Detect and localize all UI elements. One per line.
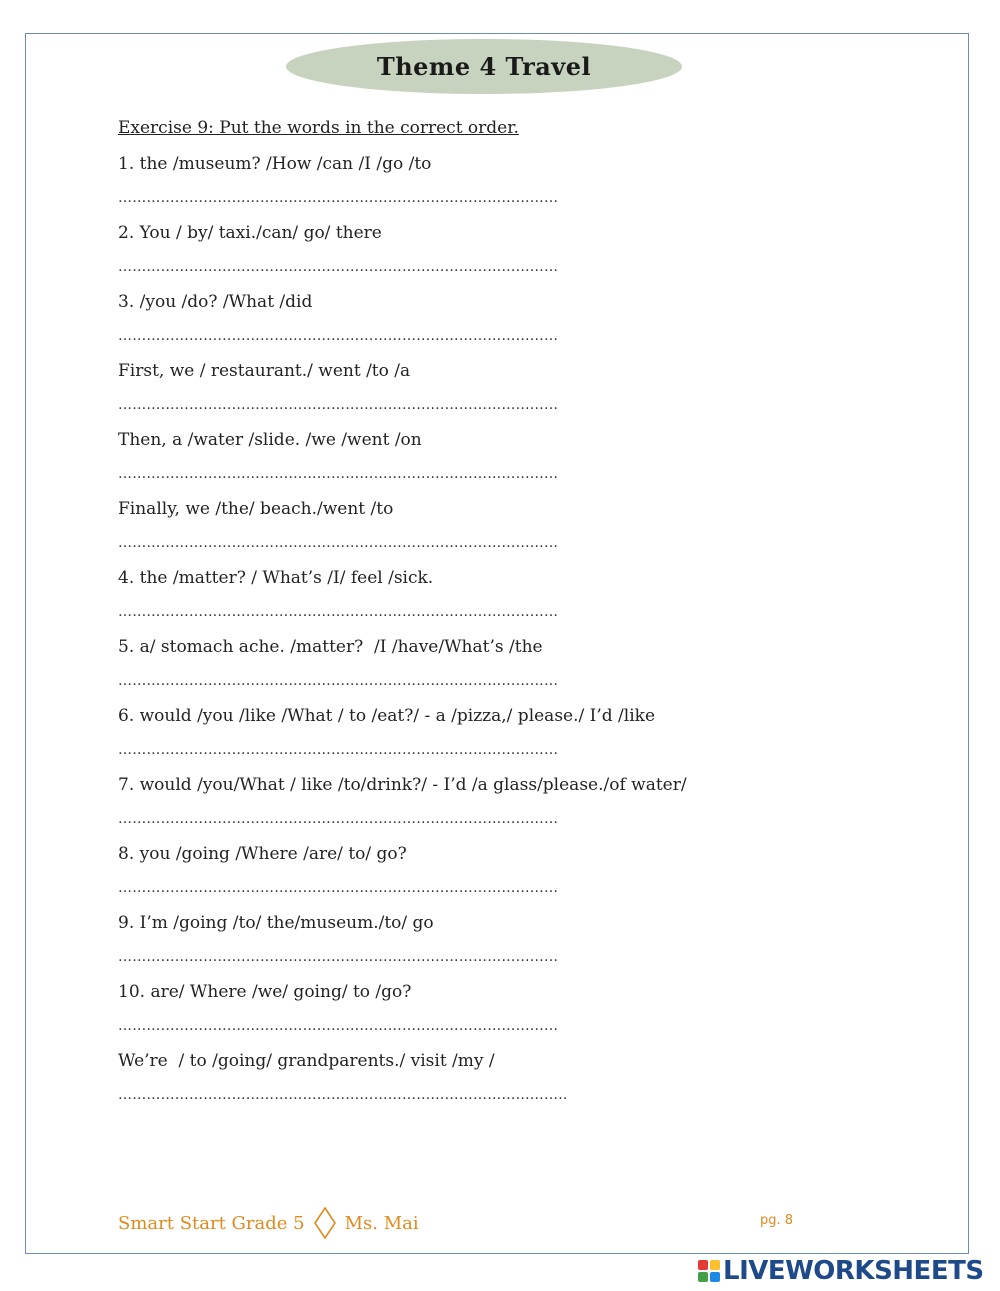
liveworksheets-brand[interactable]: [698, 1256, 984, 1286]
answer-line[interactable]: …………………………………………………………………………………: [118, 1018, 559, 1034]
page-number: pg. 8: [760, 1213, 794, 1228]
list-item: [118, 980, 818, 1049]
list-item: [118, 359, 818, 428]
answer-line[interactable]: …………………………………………………………………………………..: [118, 1087, 568, 1103]
list-item: [118, 635, 818, 704]
list-item: [118, 566, 818, 635]
footer: [118, 1207, 419, 1239]
answer-line[interactable]: …………………………………………………………………………………: [118, 673, 559, 689]
list-item: [118, 704, 818, 773]
question-text: 1. the /museum? /How /can /I /go /to: [118, 154, 432, 174]
answer-line[interactable]: …………………………………………………………………………………: [118, 397, 559, 413]
list-item: [118, 152, 818, 221]
exercise-instruction: Exercise 9: Put the words in the correct order.: [118, 118, 519, 138]
answer-line[interactable]: …………………………………………………………………………………: [118, 742, 559, 758]
question-text: 10. are/ Where /we/ going/ to /go?: [118, 982, 412, 1002]
question-text: 7. would /you/What / like /to/drink?/ - I’d /a glass/please./of water/: [118, 775, 687, 795]
question-text: Finally, we /the/ beach./went /to: [118, 499, 394, 519]
liveworksheets-logo-icon: [698, 1260, 720, 1282]
exercise-list: [118, 152, 818, 1118]
answer-line[interactable]: …………………………………………………………………………………: [118, 259, 559, 275]
answer-line[interactable]: …………………………………………………………………………………: [118, 535, 559, 551]
brand-name: LIVEWORKSHEETS: [723, 1256, 984, 1286]
list-item: [118, 497, 818, 566]
question-text: 9. I’m /going /to/ the/museum./to/ go: [118, 913, 434, 933]
question-text: 6. would /you /like /What / to /eat?/ - a /pizza,/ please./ I’d /like: [118, 706, 656, 726]
question-text: 8. you /going /Where /are/ to/ go?: [118, 844, 407, 864]
list-item: [118, 842, 818, 911]
list-item: [118, 773, 818, 842]
answer-line[interactable]: …………………………………………………………………………………: [118, 604, 559, 620]
title-banner: [286, 39, 682, 94]
answer-line[interactable]: …………………………………………………………………………………: [118, 880, 559, 896]
answer-line[interactable]: …………………………………………………………………………………: [118, 466, 559, 482]
list-item: [118, 290, 818, 359]
question-text: 3. /you /do? /What /did: [118, 292, 313, 312]
list-item: [118, 911, 818, 980]
diamond-icon: [313, 1207, 337, 1239]
question-text: First, we / restaurant./ went /to /a: [118, 361, 411, 381]
footer-author: Ms. Mai: [344, 1212, 419, 1234]
answer-line[interactable]: …………………………………………………………………………………: [118, 949, 559, 965]
footer-course: Smart Start Grade 5: [118, 1212, 305, 1234]
question-text: 4. the /matter? / What’s /I/ feel /sick.: [118, 568, 434, 588]
list-item: [118, 221, 818, 290]
list-item: [118, 1049, 818, 1118]
question-text: Then, a /water /slide. /we /went /on: [118, 430, 422, 450]
answer-line[interactable]: …………………………………………………………………………………: [118, 811, 559, 827]
question-text: 5. a/ stomach ache. /matter? /I /have/What’s /the: [118, 637, 543, 657]
answer-line[interactable]: …………………………………………………………………………………: [118, 328, 559, 344]
question-text: We’re / to /going/ grandparents./ visit /my /: [118, 1051, 495, 1071]
list-item: [118, 428, 818, 497]
answer-line[interactable]: …………………………………………………………………………………: [118, 190, 559, 206]
page-title: Theme 4 Travel: [376, 52, 592, 81]
question-text: 2. You / by/ taxi./can/ go/ there: [118, 223, 382, 243]
